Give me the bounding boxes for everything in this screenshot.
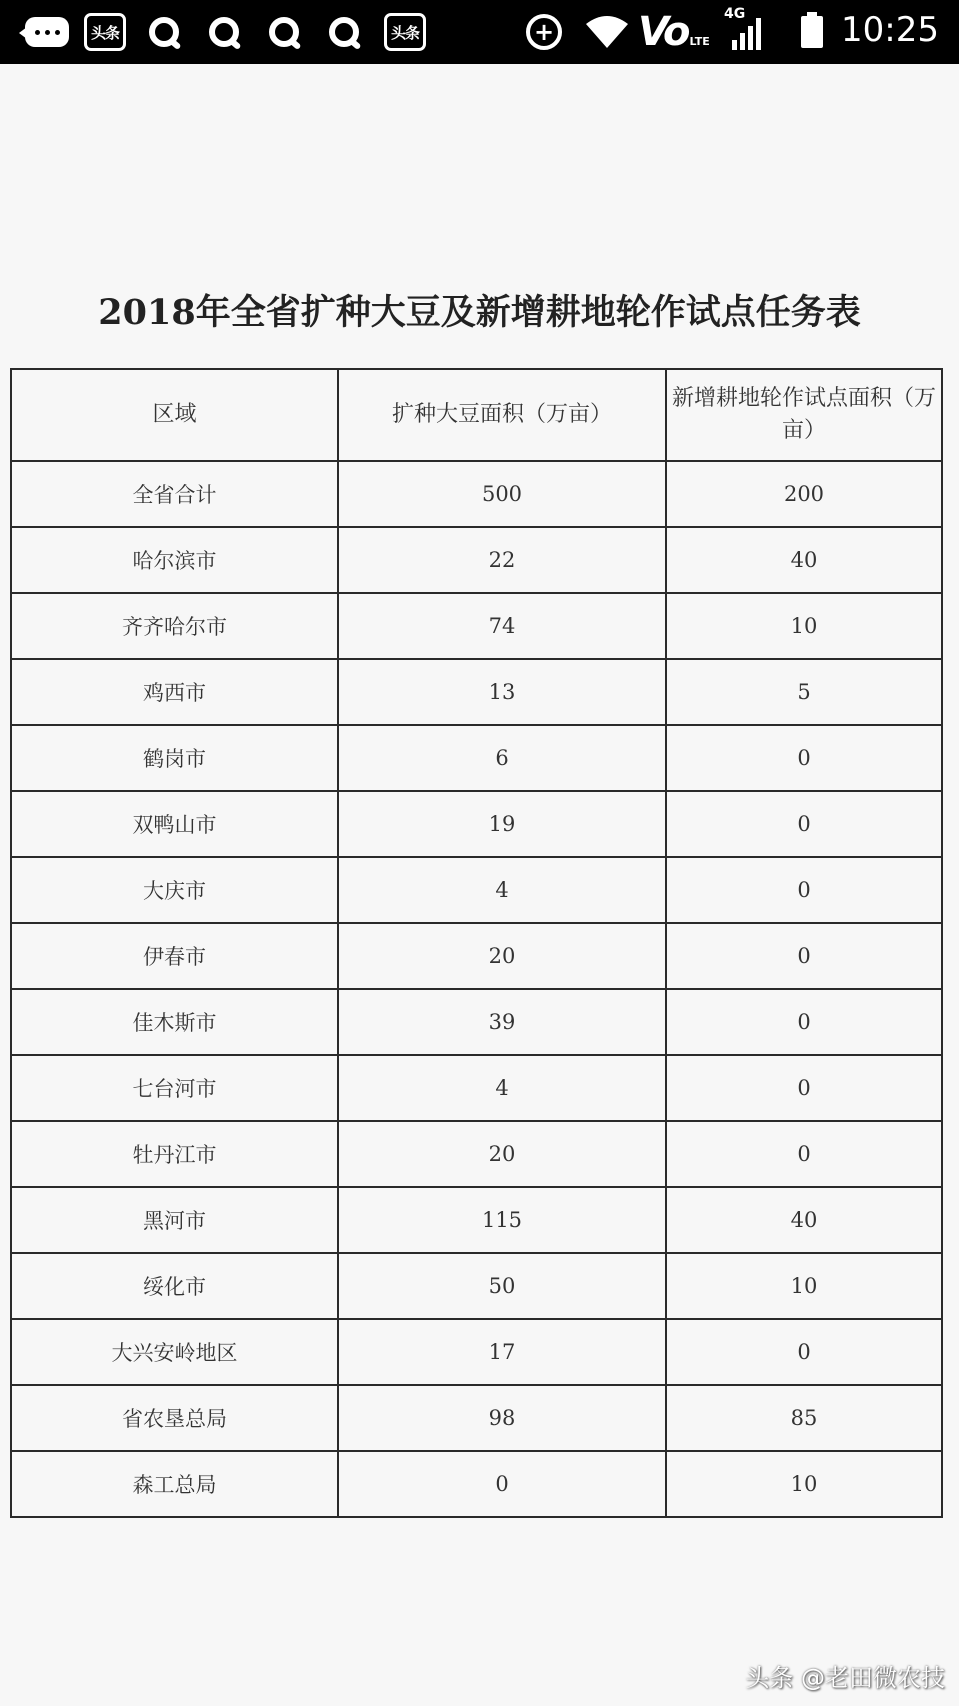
message-bubble-icon bbox=[24, 15, 70, 49]
cell-rotation-area: 85 bbox=[666, 1385, 942, 1451]
cell-region: 省农垦总局 bbox=[11, 1385, 338, 1451]
cell-soybean-area: 74 bbox=[338, 593, 666, 659]
toutiao-icon: 头条 bbox=[384, 13, 426, 51]
clock: 10:25 bbox=[841, 10, 939, 50]
cell-rotation-area: 40 bbox=[666, 1187, 942, 1253]
q-browser-icon bbox=[144, 12, 184, 52]
q-browser-icon bbox=[264, 12, 304, 52]
cell-soybean-area: 98 bbox=[338, 1385, 666, 1451]
header-region: 区域 bbox=[11, 369, 338, 461]
cell-soybean-area: 6 bbox=[338, 725, 666, 791]
cell-region: 鸡西市 bbox=[11, 659, 338, 725]
cell-soybean-area: 500 bbox=[338, 461, 666, 527]
cell-region: 绥化市 bbox=[11, 1253, 338, 1319]
table-row bbox=[11, 1451, 942, 1517]
status-bar bbox=[0, 0, 959, 64]
cell-rotation-area: 0 bbox=[666, 725, 942, 791]
table-row bbox=[11, 725, 942, 791]
volte-icon: Vo LTE bbox=[638, 9, 710, 55]
toutiao-icon: 头条 bbox=[84, 13, 126, 51]
table-row bbox=[11, 659, 942, 725]
q-browser-icon bbox=[204, 12, 244, 52]
cell-soybean-area: 50 bbox=[338, 1253, 666, 1319]
cell-region: 佳木斯市 bbox=[11, 989, 338, 1055]
cell-region: 大兴安岭地区 bbox=[11, 1319, 338, 1385]
cell-rotation-area: 10 bbox=[666, 593, 942, 659]
cell-rotation-area: 0 bbox=[666, 1055, 942, 1121]
cell-region: 黑河市 bbox=[11, 1187, 338, 1253]
table-row bbox=[11, 1319, 942, 1385]
table-row bbox=[11, 923, 942, 989]
task-table bbox=[10, 368, 943, 1518]
table-row bbox=[11, 857, 942, 923]
table-row bbox=[11, 989, 942, 1055]
battery-icon bbox=[800, 14, 824, 50]
cell-rotation-area: 200 bbox=[666, 461, 942, 527]
table-row bbox=[11, 1055, 942, 1121]
cell-region: 牡丹江市 bbox=[11, 1121, 338, 1187]
document-title: 2018年全省扩种大豆及新增耕地轮作试点任务表 bbox=[98, 292, 861, 333]
q-browser-icon bbox=[324, 12, 364, 52]
cell-region: 大庆市 bbox=[11, 857, 338, 923]
cell-rotation-area: 0 bbox=[666, 1319, 942, 1385]
table-row bbox=[11, 1187, 942, 1253]
table-row bbox=[11, 461, 942, 527]
table-header-row bbox=[11, 369, 942, 461]
cell-rotation-area: 10 bbox=[666, 1253, 942, 1319]
cell-rotation-area: 5 bbox=[666, 659, 942, 725]
cell-soybean-area: 17 bbox=[338, 1319, 666, 1385]
cell-soybean-area: 4 bbox=[338, 1055, 666, 1121]
cell-rotation-area: 0 bbox=[666, 857, 942, 923]
cell-soybean-area: 4 bbox=[338, 857, 666, 923]
signal-icon bbox=[732, 16, 761, 50]
cell-soybean-area: 20 bbox=[338, 1121, 666, 1187]
header-rotation-area: 新增耕地轮作试点面积（万亩） bbox=[666, 369, 942, 461]
watermark: 头条 @老田微农技 bbox=[745, 1664, 945, 1692]
cell-soybean-area: 115 bbox=[338, 1187, 666, 1253]
cell-rotation-area: 40 bbox=[666, 527, 942, 593]
table-row bbox=[11, 593, 942, 659]
header-soybean-area: 扩种大豆面积（万亩） bbox=[338, 369, 666, 461]
cell-rotation-area: 0 bbox=[666, 989, 942, 1055]
cell-rotation-area: 0 bbox=[666, 791, 942, 857]
cell-soybean-area: 39 bbox=[338, 989, 666, 1055]
cell-region: 伊春市 bbox=[11, 923, 338, 989]
wifi-icon bbox=[584, 12, 630, 52]
cell-soybean-area: 20 bbox=[338, 923, 666, 989]
table-row bbox=[11, 1253, 942, 1319]
table-body bbox=[11, 461, 942, 1517]
cell-region: 七台河市 bbox=[11, 1055, 338, 1121]
table-row bbox=[11, 527, 942, 593]
network-type-label: 4G bbox=[724, 6, 746, 22]
cell-region: 齐齐哈尔市 bbox=[11, 593, 338, 659]
table-row bbox=[11, 791, 942, 857]
cell-soybean-area: 22 bbox=[338, 527, 666, 593]
data-saver-icon: + bbox=[526, 14, 562, 50]
cell-soybean-area: 0 bbox=[338, 1451, 666, 1517]
cell-region: 哈尔滨市 bbox=[11, 527, 338, 593]
cell-rotation-area: 0 bbox=[666, 1121, 942, 1187]
table-row bbox=[11, 1385, 942, 1451]
cell-region: 双鸭山市 bbox=[11, 791, 338, 857]
cell-soybean-area: 19 bbox=[338, 791, 666, 857]
table-row bbox=[11, 1121, 942, 1187]
cell-region: 鹤岗市 bbox=[11, 725, 338, 791]
cell-soybean-area: 13 bbox=[338, 659, 666, 725]
cell-region: 森工总局 bbox=[11, 1451, 338, 1517]
cell-rotation-area: 10 bbox=[666, 1451, 942, 1517]
cell-rotation-area: 0 bbox=[666, 923, 942, 989]
cell-region: 全省合计 bbox=[11, 461, 338, 527]
